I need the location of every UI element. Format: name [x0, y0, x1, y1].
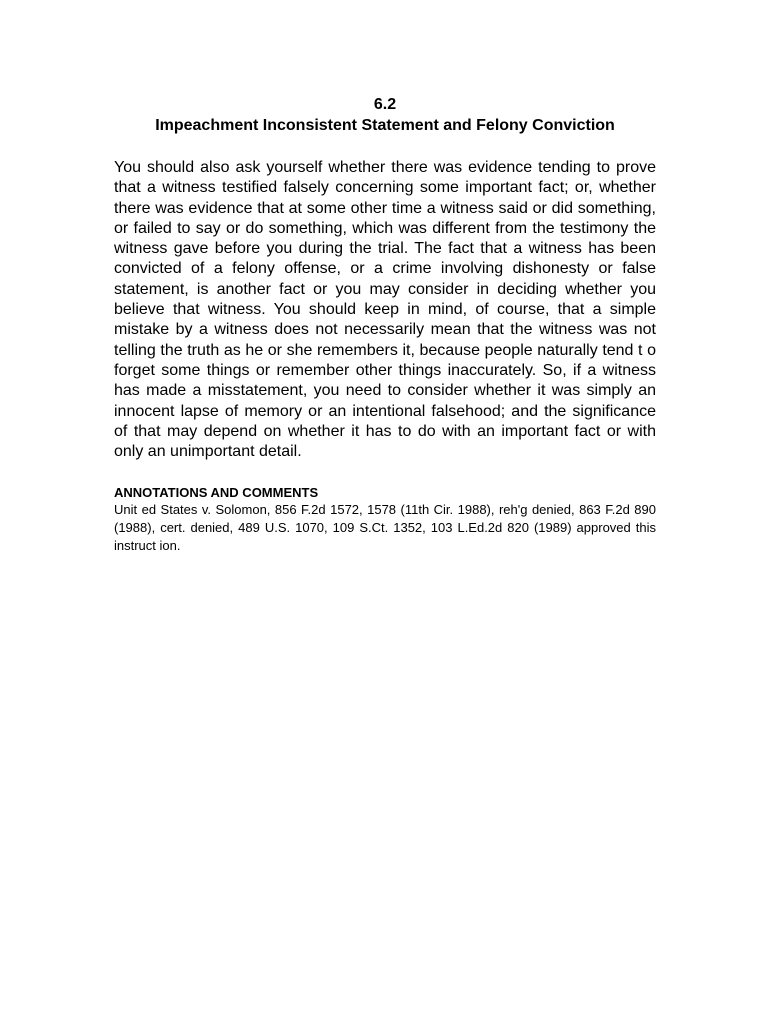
section-number: 6.2: [373, 96, 397, 113]
annotations-text: Unit ed States v. Solomon, 856 F.2d 1572, 1578 (11th Cir. 1988), reh'g denied, 863 F.2d 890 (1988), cert. denied, 489 U.S. 1070, 109 S.Ct. 1352, 103 L.Ed.2d 820 (1989) approved this instruct ion.: [114, 502, 656, 554]
annotations-heading: ANNOTATIONS AND COMMENTS: [114, 485, 319, 501]
instruction-body: You should also ask yourself whether there was evidence tending to prove that a witness testified falsely concerning some important fact; or, whether there was evidence that at some other time a witness said or did something, or failed to say or do something, which was different from the testimony the witness gave before you during the trial. The fact that a witness has been convicted of a felony offense, or a crime involving dishonesty or false statement, is another fact or you may consider in deciding whether you believe that witness. You should keep in mind, of course, that a simple mistake by a witness does not necessarily mean that the witness was not telling the truth as he or she remembers it, because people naturally tend t o forget some things or remember other things inaccurately. So, if a witness has made a misstatement, you need to consider whether it was simply an innocent lapse of memory or an intentional falsehood; and the significance of that may depend on whether it has to do with an important fact or with only an unimportant detail.: [114, 159, 656, 461]
section-title: Impeachment Inconsistent Statement and Felony Conviction: [155, 117, 615, 134]
